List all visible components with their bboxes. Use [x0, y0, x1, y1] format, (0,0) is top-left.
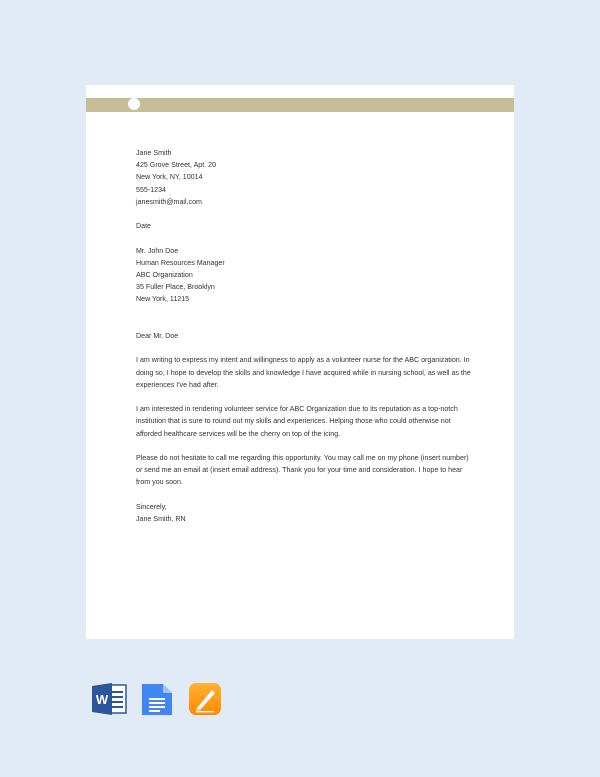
- header-dot: [128, 98, 140, 110]
- recipient-street: 35 Fuller Place, Brooklyn: [136, 283, 215, 292]
- pages-app-icon[interactable]: [188, 682, 222, 716]
- paragraph-3: Please do not hesitate to call me regarding this opportunity. You may call me on my phone (insert number) or send me an email at (insert email address). Thank you for your time and consideration. I hope to hear from you soon.: [136, 453, 469, 487]
- signature: Jane Smith, RN: [136, 514, 186, 523]
- sender-block: [136, 147, 471, 208]
- header-band: [86, 98, 514, 112]
- recipient-organization: ABC Organization: [136, 271, 193, 279]
- word-app-icon[interactable]: [92, 682, 128, 716]
- paragraph-2: I am interested in rendering volunteer service for ABC Organization due to its reputation as a top-notch institution that is sure to round out my skills and experiences. Helping those who could otherwise not afforded healthcare services will be the cherry on top of the icing.: [136, 405, 458, 438]
- google-docs-icon[interactable]: [140, 682, 174, 716]
- sender-phone: 555-1234: [136, 185, 166, 194]
- sender-email: janesmith@mail.com: [136, 197, 202, 206]
- recipient-city: New York, 11215: [136, 295, 190, 304]
- salutation: Dear Mr. Doe: [136, 331, 179, 340]
- recipient-name: Mr. John Doe: [136, 246, 179, 255]
- recipient-title: Human Resources Manager: [136, 258, 225, 267]
- closing: Sincerely,: [136, 502, 167, 511]
- word-icon-letter: W: [95, 692, 109, 707]
- recipient-block: [136, 245, 471, 306]
- sender-street: 425 Grove Street, Apt. 20: [136, 161, 217, 170]
- letter-body: [136, 147, 471, 525]
- sender-city: New York, NY, 10014: [136, 173, 203, 182]
- letter-date: Date: [136, 222, 151, 231]
- letter-page: [86, 85, 514, 639]
- paragraph-1: I am writing to express my intent and willingness to apply as a volunteer nurse for the ABC organization. In doing so, I hope to develop the skills and knowledge I have acquired while in nursing school, as well as the experiences I've had after.: [136, 356, 471, 389]
- sender-name: Jane Smith: [136, 149, 172, 157]
